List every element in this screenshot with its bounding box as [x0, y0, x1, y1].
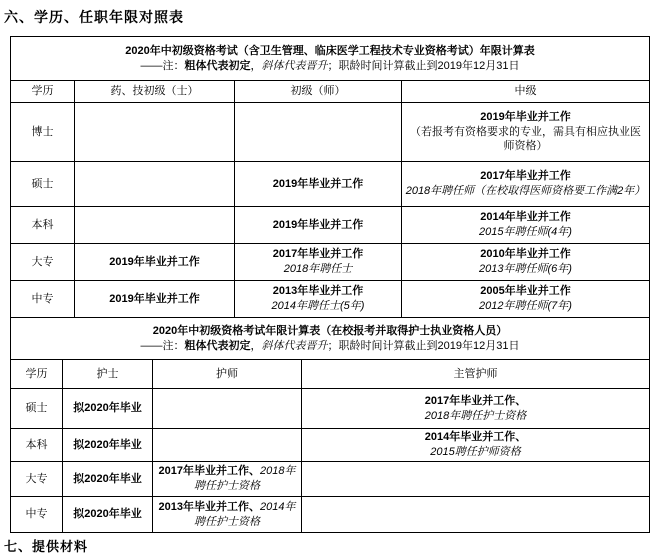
- cell-line: [405, 247, 646, 262]
- cell-line: [66, 401, 149, 416]
- text-segment: ，: [250, 339, 262, 352]
- cell-line: [305, 445, 646, 460]
- cell-line: [238, 284, 398, 299]
- table-cell: [302, 497, 650, 533]
- table-row: [11, 389, 650, 429]
- table-cell: [63, 497, 153, 533]
- cell-line: [405, 284, 646, 299]
- cell-line: [15, 324, 645, 339]
- table-cell: [235, 103, 402, 162]
- table-row: [11, 103, 650, 162]
- text-segment: ——注：: [140, 59, 185, 72]
- text-segment: 2018年聘任士: [283, 263, 353, 275]
- column-header: 学历: [11, 81, 75, 103]
- cell-line: [405, 125, 646, 154]
- table-cell: [402, 244, 650, 281]
- exam-year-table-medical: [10, 36, 650, 318]
- text-segment: 2014年毕业并工作、: [424, 431, 527, 444]
- text-segment: 2019年毕业并工作: [272, 218, 364, 231]
- table-cell: [75, 244, 235, 281]
- row-header: 中专: [11, 497, 63, 533]
- table-cell: [63, 429, 153, 462]
- cell-line: [405, 110, 646, 125]
- text-segment: 2017年毕业并工作: [272, 248, 364, 261]
- text-segment: 斜体代表晋升: [261, 339, 328, 352]
- column-header: 初级（师）: [235, 81, 402, 103]
- text-segment: 2015年聘任师(4年): [479, 226, 572, 238]
- column-header: 中级: [402, 81, 650, 103]
- next-section-title: 七、提供材料: [4, 539, 89, 554]
- table-cell: [63, 389, 153, 429]
- table-row: [11, 281, 650, 318]
- text-segment: 粗体代表初定: [184, 59, 251, 72]
- text-segment: 粗体代表初定: [184, 339, 251, 352]
- table-cell: [235, 281, 402, 318]
- table-cell: [75, 207, 235, 244]
- cell-line: [405, 299, 646, 314]
- table-cell: [235, 162, 402, 207]
- cell-line: [15, 44, 645, 59]
- table-cell: [63, 462, 153, 497]
- table-cell: [402, 162, 650, 207]
- table-cell: [153, 462, 302, 497]
- text-segment: 2012年聘任师(7年): [479, 300, 572, 312]
- table-cell: [302, 429, 650, 462]
- column-header: 护士: [63, 360, 153, 389]
- text-segment: 2017年毕业并工作: [480, 170, 571, 183]
- table-row: [11, 244, 650, 281]
- table-cell: [302, 389, 650, 429]
- text-segment: 2014年毕业并工作: [480, 211, 571, 224]
- cell-line: [238, 218, 398, 233]
- text-segment: 2013年聘任师(6年): [479, 263, 572, 275]
- cell-line: [156, 500, 298, 529]
- text-segment: 拟2020年毕业: [73, 472, 142, 485]
- text-segment: （若报考有资格要求的专业，需具有相应执业医师资格）: [410, 125, 641, 153]
- table-caption: [11, 37, 650, 81]
- table-cell: [153, 429, 302, 462]
- table-header-row: [11, 360, 650, 389]
- text-segment: 拟2020年毕业: [73, 508, 142, 521]
- text-segment: 2005年毕业并工作: [480, 285, 571, 298]
- text-segment: 2013年毕业并工作: [272, 285, 364, 298]
- cell-line: [78, 292, 231, 307]
- table-cell: [153, 497, 302, 533]
- cell-line: [66, 472, 149, 487]
- cell-line: [238, 177, 398, 192]
- text-segment: 2017年毕业并工作、: [158, 465, 260, 478]
- cell-line: [305, 394, 646, 409]
- text-segment: 拟2020年毕业: [73, 438, 142, 451]
- table-cell: [235, 244, 402, 281]
- row-header: 博士: [11, 103, 75, 162]
- table-cell: [75, 162, 235, 207]
- row-header: 硕士: [11, 389, 63, 429]
- table-cell: [402, 207, 650, 244]
- cell-line: [66, 438, 149, 453]
- row-header: 本科: [11, 429, 63, 462]
- cell-line: [405, 184, 646, 199]
- text-segment: 2020年中初级资格考试（含卫生管理、临床医学工程技术专业资格考试）年限计算表: [125, 44, 535, 57]
- table-caption-row: [11, 37, 650, 81]
- text-segment: 2014年聘任护士资格: [194, 500, 296, 528]
- row-header: 中专: [11, 281, 75, 318]
- text-segment: 2018年聘任护士资格: [194, 465, 296, 492]
- text-segment: 2013年毕业并工作、: [158, 500, 260, 513]
- column-header: 学历: [11, 360, 63, 389]
- column-header: 护师: [153, 360, 302, 389]
- table-row: [11, 462, 650, 497]
- cell-line: [238, 262, 398, 277]
- cell-line: [66, 507, 149, 522]
- text-segment: 斜体代表晋升: [261, 59, 328, 72]
- table-cell: [235, 207, 402, 244]
- text-segment: 2018年聘任护士资格: [424, 409, 527, 422]
- table-row: [11, 162, 650, 207]
- row-header: 大专: [11, 244, 75, 281]
- table-caption-row: [11, 318, 650, 360]
- row-header: 大专: [11, 462, 63, 497]
- cell-line: [78, 255, 231, 270]
- text-segment: 拟2020年毕业: [73, 402, 142, 415]
- table-cell: [302, 462, 650, 497]
- table-cell: [402, 103, 650, 162]
- table-row: [11, 207, 650, 244]
- table-row: [11, 497, 650, 533]
- text-segment: 2018年聘任师（在校取得医师资格要工作满2年）: [405, 185, 646, 197]
- table-cell: [153, 389, 302, 429]
- cell-line: [405, 210, 646, 225]
- row-header: 本科: [11, 207, 75, 244]
- text-segment: 2017年毕业并工作、: [424, 394, 527, 407]
- text-segment: 2010年毕业并工作: [480, 248, 571, 261]
- column-header: 主管护师: [302, 360, 650, 389]
- row-header: 硕士: [11, 162, 75, 207]
- table-cell: [402, 281, 650, 318]
- text-segment: ；职龄时间计算截止到2019年12月31日: [327, 339, 520, 352]
- table-cell: [75, 281, 235, 318]
- cell-line: [405, 262, 646, 277]
- text-segment: 2019年毕业并工作: [272, 177, 364, 190]
- table-header-row: [11, 81, 650, 103]
- cell-line: [238, 247, 398, 262]
- table-cell: [75, 103, 235, 162]
- exam-year-table-nursing: [10, 317, 650, 533]
- text-segment: 2019年毕业并工作: [480, 111, 571, 124]
- text-segment: 2015聘任护师资格: [430, 446, 521, 458]
- cell-line: [156, 464, 298, 493]
- cell-line: [305, 430, 646, 445]
- table-caption: [11, 318, 650, 360]
- page-title: 六、学历、任职年限对照表: [4, 9, 184, 25]
- cell-line: [305, 409, 646, 424]
- column-header: 药、技初级（士）: [75, 81, 235, 103]
- text-segment: 2014年聘任士(5年): [271, 300, 365, 312]
- cell-line: [405, 169, 646, 184]
- text-segment: 2020年中初级资格考试年限计算表（在校报考并取得护士执业资格人员）: [152, 324, 508, 337]
- text-segment: 2019年毕业并工作: [109, 292, 200, 305]
- cell-line: [15, 339, 645, 354]
- text-segment: 2019年毕业并工作: [109, 255, 200, 268]
- text-segment: ——注：: [140, 339, 185, 352]
- cell-line: [15, 59, 645, 74]
- table-row: [11, 429, 650, 462]
- cell-line: [405, 225, 646, 240]
- text-segment: ；职龄时间计算截止到2019年12月31日: [327, 59, 520, 72]
- cell-line: [238, 299, 398, 314]
- text-segment: ，: [250, 59, 262, 72]
